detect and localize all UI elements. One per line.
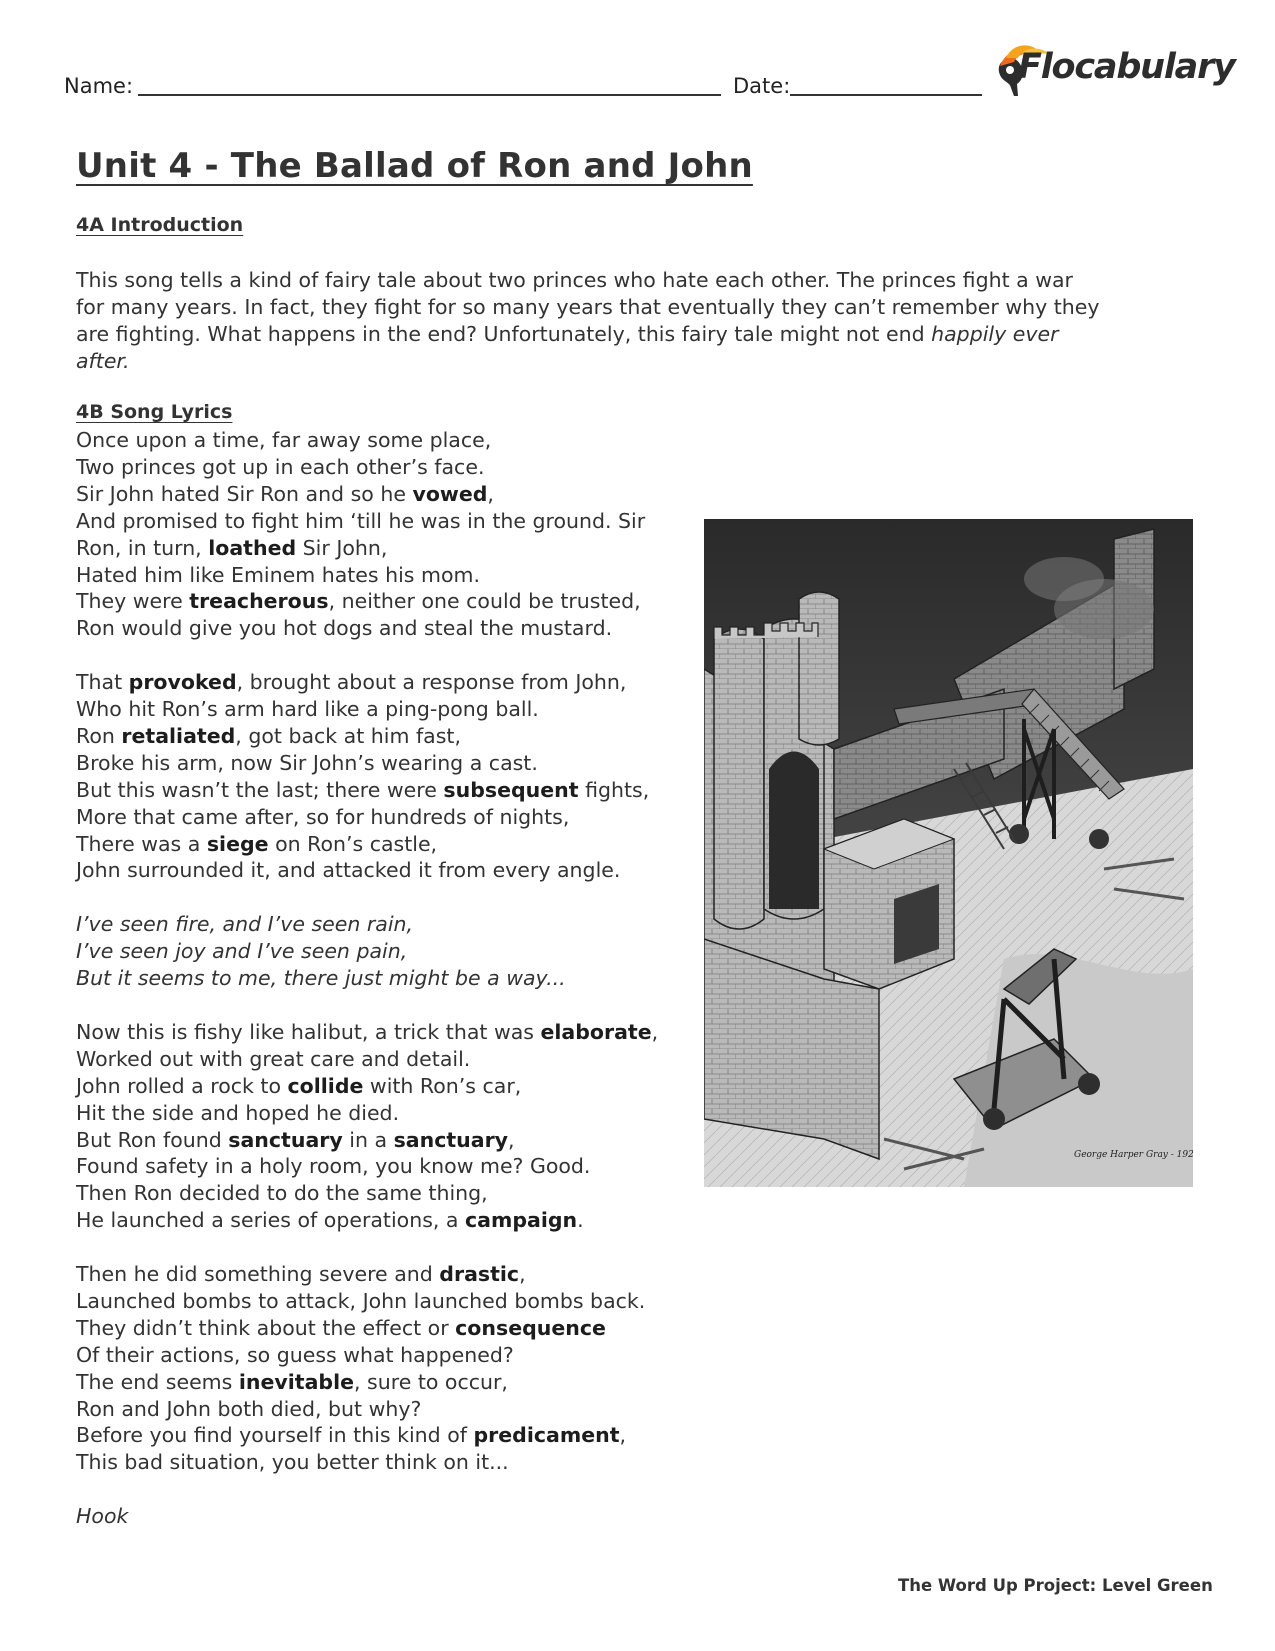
lyrics-text: I’ve seen joy and I’ve seen pain,	[76, 939, 408, 964]
lyrics-text: ,	[651, 1019, 659, 1044]
lyrics-line	[76, 857, 676, 884]
name-line[interactable]	[138, 94, 721, 96]
lyrics-text: Sir John hated Sir Ron and so he	[76, 481, 413, 506]
intro-paragraph	[76, 267, 1106, 375]
lyrics-text: Hit the side and hoped he died.	[76, 1100, 400, 1125]
lyrics-text: Hated him like Eminem hates his mom.	[76, 562, 480, 587]
song-lyrics	[76, 427, 676, 1557]
lyrics-stanza	[76, 1503, 676, 1530]
lyrics-line	[76, 1153, 676, 1180]
date-line[interactable]	[790, 94, 982, 96]
lyrics-line	[76, 723, 676, 750]
lyrics-line	[76, 1396, 676, 1423]
lyrics-line	[76, 1127, 676, 1154]
lyrics-text: Once upon a time, far away some place,	[76, 428, 492, 452]
vocabulary-word: retaliated	[121, 723, 236, 748]
lyrics-line	[76, 481, 676, 508]
lyrics-text: There was a	[76, 831, 207, 856]
lyrics-text: with Ron’s car,	[363, 1073, 522, 1098]
lyrics-text: They were	[76, 589, 190, 614]
lyrics-text: Ron would give you hot dogs and steal the mustard.	[76, 616, 613, 641]
flocabulary-logo	[992, 44, 1235, 100]
lyrics-text: .	[577, 1208, 584, 1233]
vocabulary-word: collide	[287, 1073, 364, 1098]
lyrics-stanza	[76, 1261, 676, 1476]
vocabulary-word: inevitable	[238, 1369, 355, 1394]
lyrics-line	[76, 750, 676, 777]
lyrics-text: The end seems	[76, 1369, 239, 1394]
lyrics-text: And promised to fight him ‘till he was in the ground. Sir	[76, 508, 646, 533]
lyrics-line	[76, 1100, 676, 1127]
intro-text: This song tells a kind of fairy tale about two princes who hate each other. The princes fight a war for many years. In fact, they fight for so many years that eventually they can’t remember why they are fighting. What happens in the end? Unfortunately, this fairy tale might not end	[76, 268, 1100, 346]
lyrics-stanza	[76, 911, 676, 992]
lyrics-text: on Ron’s castle,	[268, 831, 438, 856]
lyrics-text: , got back at him fast,	[235, 723, 461, 748]
lyrics-text: Launched bombs to attack, John launched bombs back.	[76, 1288, 646, 1313]
lyrics-text: Broke his arm, now Sir John’s wearing a cast.	[76, 750, 538, 775]
footer-text: The Word Up Project: Level Green	[898, 1576, 1213, 1595]
lyrics-line	[76, 1073, 676, 1100]
lyrics-line	[76, 588, 676, 615]
lyrics-text: This bad situation, you better think on it...	[76, 1450, 509, 1475]
lyrics-line	[76, 1019, 676, 1046]
lyrics-text: , sure to occur,	[354, 1369, 508, 1394]
lyrics-line	[76, 1369, 676, 1396]
lyrics-text: Ron	[76, 723, 122, 748]
vocabulary-word: predicament	[473, 1423, 620, 1448]
lyrics-text: Before you find yourself in this kind of	[76, 1423, 474, 1448]
lyrics-line	[76, 1503, 676, 1530]
vocabulary-word: siege	[206, 831, 269, 856]
lyrics-text: But it seems to me, there just might be a way...	[76, 966, 566, 991]
lyrics-text: John rolled a rock to	[76, 1073, 288, 1098]
lyrics-text: More that came after, so for hundreds of nights,	[76, 804, 570, 829]
lyrics-text: That	[76, 670, 129, 695]
lyrics-line	[76, 1180, 676, 1207]
lyrics-text: Who hit Ron’s arm hard like a ping-pong ball.	[76, 697, 539, 722]
page-title: Unit 4 - The Ballad of Ron and John	[76, 146, 753, 186]
date-label: Date:	[733, 74, 791, 98]
lyrics-line	[76, 427, 676, 454]
lyrics-stanza	[76, 427, 676, 642]
vocabulary-word: subsequent	[443, 777, 579, 802]
castle-siege-illustration	[704, 519, 1193, 1187]
lyrics-stanza	[76, 669, 676, 884]
lyrics-text: Now this is fishy like halibut, a trick that was	[76, 1019, 541, 1044]
lyrics-text: Of their actions, so guess what happened?	[76, 1342, 514, 1367]
vocabulary-word: campaign	[465, 1208, 578, 1233]
lyrics-line	[76, 562, 676, 589]
lyrics-line	[76, 1449, 676, 1476]
lyrics-text: ,	[619, 1423, 627, 1448]
lyrics-text: Then Ron decided to do the same thing,	[76, 1181, 488, 1206]
intro-italic-text: happily ever after.	[76, 322, 1059, 373]
lyrics-text: ,	[487, 481, 494, 506]
lyrics-line	[76, 1207, 676, 1234]
lyrics-line	[76, 938, 676, 965]
vocabulary-word: provoked	[128, 670, 237, 695]
lyrics-line	[76, 1342, 676, 1369]
vocabulary-word: elaborate	[540, 1019, 652, 1044]
vocabulary-word: treacherous	[189, 589, 329, 614]
castle-siege-drawing	[704, 519, 1193, 1187]
vocabulary-word: sanctuary	[393, 1127, 509, 1152]
name-label: Name:	[64, 74, 134, 98]
vocabulary-word: sanctuary	[228, 1127, 343, 1152]
lyrics-text: Sir John,	[296, 535, 388, 560]
lyrics-line	[76, 965, 676, 992]
illustration-signature: George Harper Gray - 1927	[1074, 1150, 1193, 1160]
lyrics-line	[76, 911, 676, 938]
lyrics-text: fights,	[578, 777, 650, 802]
lyrics-text: Hook	[76, 1504, 129, 1529]
section-b-heading: 4B Song Lyrics	[76, 401, 233, 423]
lyrics-line	[76, 804, 676, 831]
lyrics-text: , neither one could be trusted,	[328, 589, 641, 614]
lyrics-line	[76, 1422, 676, 1449]
section-a-heading: 4A Introduction	[76, 214, 244, 236]
vocabulary-word: consequence	[455, 1315, 606, 1340]
lyrics-text: in a	[342, 1127, 394, 1152]
lyrics-line	[76, 1315, 676, 1342]
lyrics-text: ,	[519, 1262, 526, 1287]
lyrics-text: Then he did something severe and	[76, 1262, 440, 1287]
lyrics-text: But this wasn’t the last; there were	[76, 777, 444, 802]
lyrics-line	[76, 615, 676, 642]
lyrics-text: Worked out with great care and detail.	[76, 1046, 471, 1071]
vocabulary-word: drastic	[439, 1262, 520, 1287]
lyrics-text: I’ve seen fire, and I’ve seen rain,	[76, 912, 414, 937]
lyrics-text: Ron and John both died, but why?	[76, 1396, 422, 1421]
lyrics-text: They didn’t think about the effect or	[76, 1315, 456, 1340]
lyrics-text: But Ron found	[76, 1127, 229, 1152]
lyrics-line	[76, 669, 676, 696]
lyrics-line	[76, 696, 676, 723]
logo-wordmark: Flocabulary	[1018, 47, 1235, 87]
lyrics-line	[76, 535, 676, 562]
lyrics-text: , brought about a response from John,	[236, 670, 627, 695]
lyrics-line	[76, 1046, 676, 1073]
lyrics-line	[76, 454, 676, 481]
lyrics-line	[76, 508, 676, 535]
lyrics-line	[76, 777, 676, 804]
lyrics-text: Two princes got up in each other’s face.	[76, 454, 485, 479]
lyrics-text: Found safety in a holy room, you know me? Good.	[76, 1154, 591, 1179]
lyrics-text: ,	[508, 1127, 515, 1152]
lyrics-text: Ron, in turn,	[76, 535, 209, 560]
lyrics-text: He launched a series of operations, a	[76, 1208, 465, 1233]
lyrics-text: John surrounded it, and attacked it from every angle.	[76, 858, 621, 883]
lyrics-line	[76, 1288, 676, 1315]
lyrics-stanza	[76, 1019, 676, 1234]
lyrics-line	[76, 1261, 676, 1288]
vocabulary-word: vowed	[412, 481, 488, 506]
vocabulary-word: loathed	[208, 535, 297, 560]
lyrics-line	[76, 831, 676, 858]
